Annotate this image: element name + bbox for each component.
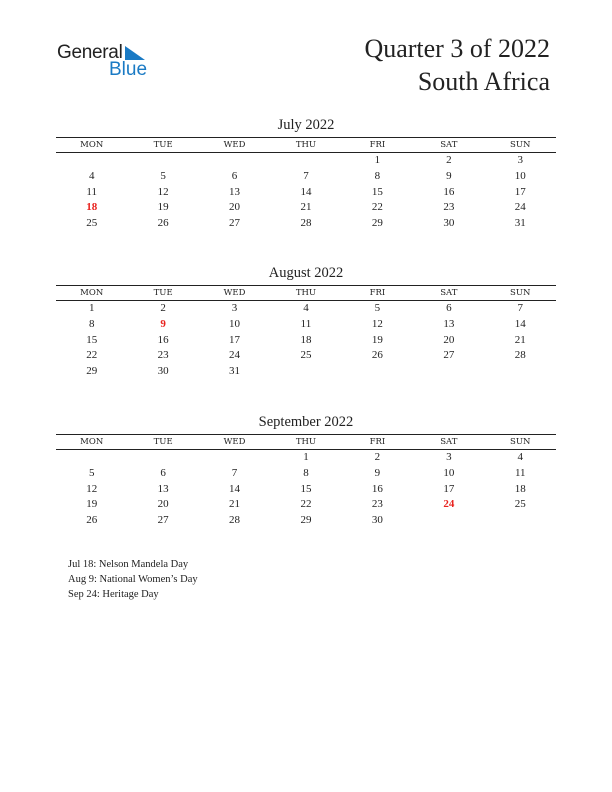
day-cell: 8 — [303, 466, 309, 479]
weekday-label: MON — [80, 288, 104, 298]
day-cell: 9 — [446, 169, 452, 182]
weekday-label: THU — [295, 140, 317, 150]
week-row — [56, 185, 556, 201]
day-cell — [56, 450, 127, 466]
week-row — [56, 497, 556, 513]
day-cell: 14 — [229, 482, 241, 495]
day-cell: 27 — [443, 349, 455, 362]
day-cell: 24 — [514, 201, 526, 214]
weekday-label: WED — [223, 437, 246, 447]
day-cell: 3 — [517, 154, 523, 166]
day-cell: 10 — [514, 169, 526, 182]
weekday-label: TUE — [153, 140, 173, 150]
week-row — [56, 333, 556, 349]
day-cell: 1 — [88, 302, 95, 314]
day-cell: 26 — [86, 514, 98, 527]
day-cell: 25 — [300, 349, 312, 362]
week-row — [56, 466, 556, 482]
day-cell: 13 — [229, 185, 241, 198]
day-cell: 25 — [514, 498, 526, 511]
day-cell — [56, 153, 127, 169]
week-row — [56, 317, 556, 333]
day-cell: 30 — [157, 365, 169, 378]
day-cell: 26 — [371, 349, 383, 362]
day-cell: 22 — [86, 349, 98, 362]
day-cell: 21 — [300, 201, 312, 214]
weekday-label: FRI — [369, 437, 386, 447]
day-cell: 4 — [303, 302, 309, 314]
holiday-notes — [68, 558, 198, 602]
day-cell: 22 — [371, 201, 383, 214]
day-cell: 14 — [514, 317, 526, 330]
day-cell: 8 — [88, 317, 95, 330]
holiday-note: Jul 18: Nelson Mandela Day — [68, 559, 189, 570]
weekday-label: SUN — [510, 140, 531, 150]
holiday-note: Sep 24: Heritage Day — [68, 588, 159, 600]
day-cell: 15 — [371, 185, 383, 198]
day-cell: 6 — [231, 169, 238, 182]
day-cell: 3 — [446, 451, 452, 463]
day-cell: 21 — [514, 333, 526, 346]
weekday-header — [56, 285, 556, 301]
day-cell: 6 — [160, 466, 166, 479]
holiday-day: 24 — [443, 498, 455, 511]
quarter-title: Quarter 3 of 2022 — [364, 34, 550, 63]
month-title: September 2022 — [258, 414, 354, 430]
day-cell — [342, 364, 413, 380]
day-cell: 24 — [229, 349, 241, 362]
day-cell: 17 — [514, 185, 526, 198]
day-cell: 20 — [443, 333, 455, 346]
day-cell: 4 — [517, 451, 523, 463]
day-cell: 2 — [160, 302, 166, 314]
weekday-label: SAT — [440, 288, 458, 298]
day-cell: 19 — [371, 333, 383, 346]
weekday-header — [56, 434, 556, 450]
day-cell: 12 — [371, 317, 383, 330]
country-title: South Africa — [417, 67, 550, 96]
day-cell: 27 — [157, 514, 169, 527]
weekday-label: THU — [295, 288, 317, 298]
day-cell: 26 — [157, 217, 169, 230]
day-cell: 13 — [157, 482, 169, 495]
month-title: August 2022 — [268, 265, 344, 281]
holiday-day: 18 — [86, 201, 98, 214]
weekday-label: SUN — [510, 288, 531, 298]
day-cell: 12 — [86, 482, 98, 495]
week-row — [56, 200, 556, 216]
day-cell: 10 — [443, 466, 455, 479]
day-cell: 15 — [86, 333, 98, 346]
day-cell: 15 — [300, 482, 312, 495]
day-cell: 23 — [443, 201, 455, 214]
weekday-label: SAT — [440, 140, 458, 150]
month-calendar — [56, 413, 556, 529]
week-row — [56, 348, 556, 364]
holiday-note: Aug 9: National Women’s Day — [68, 573, 198, 585]
day-cell: 17 — [443, 482, 455, 495]
day-cell: 7 — [303, 169, 309, 182]
day-cell: 2 — [446, 154, 452, 166]
day-cell: 29 — [371, 217, 383, 230]
day-cell: 5 — [374, 302, 381, 314]
day-cell: 3 — [231, 302, 238, 314]
week-row — [56, 482, 556, 498]
day-cell — [127, 450, 198, 466]
day-cell: 1 — [303, 451, 309, 463]
week-row — [56, 301, 556, 317]
day-cell: 20 — [157, 498, 169, 511]
day-cell: 14 — [300, 185, 312, 198]
day-cell: 4 — [88, 169, 95, 182]
day-cell: 11 — [300, 317, 312, 330]
week-row — [56, 169, 556, 185]
week-row — [56, 364, 556, 380]
day-cell — [270, 153, 341, 169]
weekday-label: FRI — [369, 288, 386, 298]
weekday-label: WED — [223, 140, 246, 150]
week-row — [56, 513, 556, 529]
day-cell: 7 — [517, 302, 523, 314]
weekday-label: FRI — [369, 140, 386, 150]
month-calendar — [56, 116, 556, 232]
day-cell: 19 — [86, 498, 98, 511]
logo-triangle-icon — [125, 46, 145, 60]
day-cell: 31 — [229, 365, 241, 378]
weekday-label: WED — [223, 288, 246, 298]
day-cell: 27 — [229, 217, 241, 230]
day-cell: 31 — [514, 217, 526, 230]
weekday-label: SAT — [440, 437, 458, 447]
day-cell: 30 — [443, 217, 455, 230]
day-cell: 20 — [229, 201, 241, 214]
day-cell: 1 — [374, 154, 381, 166]
day-cell: 22 — [300, 498, 312, 511]
day-cell: 16 — [443, 185, 455, 198]
day-cell: 5 — [88, 466, 95, 479]
day-cell: 25 — [86, 217, 98, 230]
day-cell — [199, 153, 270, 169]
day-cell: 16 — [371, 482, 383, 495]
month-title: July 2022 — [277, 117, 335, 133]
day-cell: 29 — [86, 365, 98, 378]
day-cell: 17 — [229, 333, 241, 346]
weekday-label: MON — [80, 140, 104, 150]
day-cell: 12 — [157, 185, 169, 198]
day-cell: 28 — [514, 349, 526, 362]
week-row — [56, 450, 556, 466]
day-cell: 6 — [446, 302, 452, 314]
day-cell — [413, 364, 484, 380]
day-cell — [485, 364, 556, 380]
logo-blue: Blue — [109, 59, 148, 80]
day-cell — [270, 364, 341, 380]
day-cell — [485, 513, 556, 529]
day-cell — [413, 513, 484, 529]
day-cell: 16 — [157, 333, 169, 346]
weekday-label: SUN — [510, 437, 531, 447]
month-calendar — [56, 264, 556, 380]
day-cell: 10 — [229, 317, 241, 330]
day-cell: 19 — [157, 201, 169, 214]
day-cell: 29 — [300, 514, 312, 527]
day-cell — [199, 450, 270, 466]
day-cell: 18 — [514, 482, 526, 495]
weekday-header — [56, 137, 556, 153]
day-cell: 2 — [374, 451, 381, 463]
weekday-label: TUE — [153, 437, 173, 447]
day-cell: 21 — [229, 498, 241, 511]
day-cell: 7 — [231, 466, 238, 479]
day-cell: 30 — [371, 514, 383, 527]
weekday-label: TUE — [153, 288, 173, 298]
day-cell: 5 — [160, 169, 166, 182]
day-cell: 11 — [86, 185, 97, 198]
day-cell: 28 — [300, 217, 312, 230]
day-cell: 18 — [300, 333, 312, 346]
day-cell: 8 — [374, 169, 381, 182]
logo-general: General — [57, 42, 123, 63]
day-cell — [127, 153, 198, 169]
holiday-day: 9 — [160, 317, 166, 330]
week-row — [56, 153, 556, 169]
day-cell: 13 — [443, 317, 455, 330]
week-row — [56, 216, 556, 232]
weekday-label: THU — [295, 437, 317, 447]
weekday-label: MON — [80, 437, 104, 447]
day-cell: 23 — [371, 498, 383, 511]
logo — [57, 42, 157, 82]
day-cell: 11 — [514, 466, 526, 479]
day-cell: 28 — [229, 514, 241, 527]
day-cell: 9 — [374, 466, 381, 479]
day-cell: 23 — [157, 349, 169, 362]
